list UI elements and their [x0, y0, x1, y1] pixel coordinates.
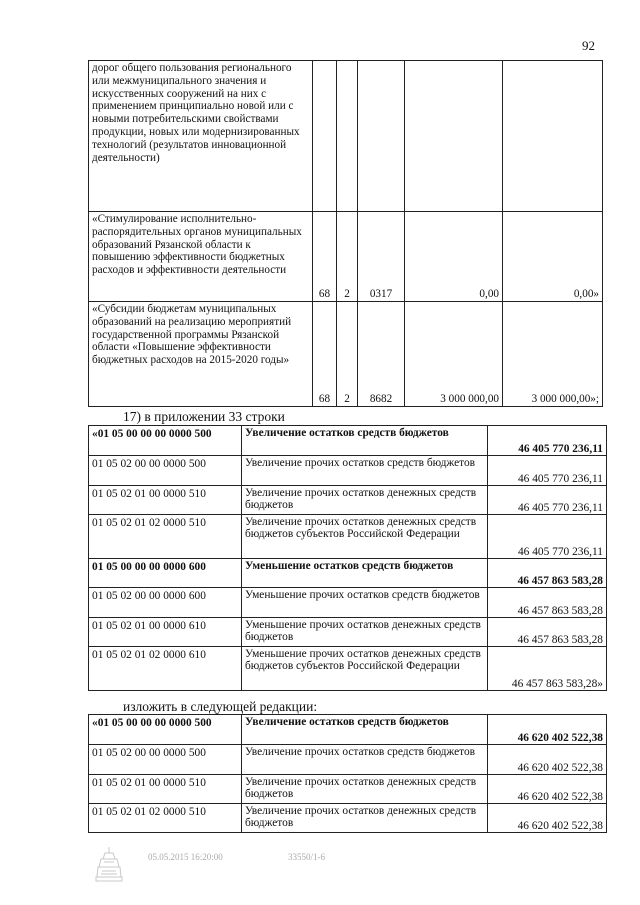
- table-row: [89, 302, 603, 407]
- description: Увеличение прочих остатков денежных средств бюджетов субъектов Российской Федерации: [242, 515, 488, 559]
- budget-code: 01 05 02 01 02 0000 510: [89, 804, 242, 833]
- description: Увеличение прочих остатков денежных средств бюджетов: [242, 775, 488, 804]
- cell-v2: [503, 61, 603, 212]
- table-row: [89, 588, 607, 618]
- budget-code: «01 05 00 00 00 0000 500: [89, 426, 242, 456]
- expenditure-table: [88, 60, 603, 407]
- budget-code: «01 05 00 00 00 0000 500: [89, 715, 242, 745]
- description: Увеличение прочих остатков денежных средств бюджетов: [242, 486, 488, 515]
- document-stamp-icon: [95, 845, 123, 883]
- page-number: 92: [582, 38, 595, 53]
- description: Уменьшение прочих остатков средств бюджетов: [242, 588, 488, 618]
- table-row: [89, 745, 607, 775]
- table-row: [89, 618, 607, 647]
- cell-c2: [337, 61, 358, 212]
- table-row: [89, 426, 607, 456]
- description: Увеличение прочих остатков средств бюджетов: [242, 456, 488, 486]
- description: Уменьшение прочих остатков денежных средств бюджетов: [242, 618, 488, 647]
- amount: 46 620 402 522,38: [488, 745, 607, 775]
- budget-code: 01 05 02 01 02 0000 510: [89, 515, 242, 559]
- budget-code: 01 05 02 00 00 0000 500: [89, 456, 242, 486]
- cell-v2: 0,00»: [503, 212, 603, 302]
- row-name: «Субсидии бюджетам муниципальных образований на реализацию мероприятий государственной программы Рязанской области «Повышение эффективности бюджетных расходов на 2015-2020 годы»: [89, 302, 313, 407]
- section-heading-17: 17) в приложении 33 строки: [123, 409, 285, 424]
- cell-v1: 0,00: [405, 212, 503, 302]
- budget-code: 01 05 02 01 02 0000 610: [89, 647, 242, 691]
- amount: 46 405 770 236,11: [488, 456, 607, 486]
- table-row: [89, 456, 607, 486]
- budget-code: 01 05 02 00 00 0000 500: [89, 745, 242, 775]
- description: Уменьшение остатков средств бюджетов: [242, 559, 488, 588]
- table-row: [89, 515, 607, 559]
- cell-c1: 68: [313, 302, 337, 407]
- table-row: [89, 212, 603, 302]
- section-heading-redaction: изложить в следующей редакции:: [123, 699, 318, 714]
- table-row: [89, 559, 607, 588]
- amount: 46 620 402 522,38: [488, 804, 607, 833]
- budget-code: 01 05 02 01 00 0000 510: [89, 775, 242, 804]
- row-name: «Стимулирование исполнительно-распорядительных органов муниципальных образований Рязанской области к повышению эффективности бюджетных расходов и эффективности деятельности: [89, 212, 313, 302]
- cell-c1: [313, 61, 337, 212]
- cell-c2: 2: [337, 302, 358, 407]
- amount: 46 405 770 236,11: [488, 426, 607, 456]
- cell-c3: [358, 61, 405, 212]
- description: Увеличение остатков средств бюджетов: [242, 715, 488, 745]
- cell-v2: 3 000 000,00»;: [503, 302, 603, 407]
- cell-v1: [405, 61, 503, 212]
- description: Увеличение остатков средств бюджетов: [242, 426, 488, 456]
- footer-timestamp: 05.05.2015 16:20:00: [148, 852, 223, 862]
- row-name: дорог общего пользования регионального или межмуниципального значения и искусственных сооружений на них с применением принципиально новой или с новыми потребительскими свойствами продукции, новых или модернизированных технологий (результатов инновационной деятельности): [89, 61, 313, 212]
- amount: 46 457 863 583,28»: [488, 647, 607, 691]
- description: Уменьшение прочих остатков денежных средств бюджетов субъектов Российской Федерации: [242, 647, 488, 691]
- table-row: [89, 715, 607, 745]
- table-row: [89, 486, 607, 515]
- cell-c1: 68: [313, 212, 337, 302]
- cell-c3: 0317: [358, 212, 405, 302]
- cell-c2: 2: [337, 212, 358, 302]
- budget-code: 01 05 00 00 00 0000 600: [89, 559, 242, 588]
- sources-table-new: [88, 714, 607, 833]
- budget-code: 01 05 02 01 00 0000 610: [89, 618, 242, 647]
- sources-table-old: [88, 425, 607, 691]
- amount: 46 457 863 583,28: [488, 588, 607, 618]
- description: Увеличение прочих остатков денежных средств бюджетов: [242, 804, 488, 833]
- table-row: [89, 775, 607, 804]
- table-row: [89, 804, 607, 833]
- budget-code: 01 05 02 00 00 0000 600: [89, 588, 242, 618]
- footer-doc-id: 33550/1-6: [288, 852, 325, 862]
- amount: 46 620 402 522,38: [488, 715, 607, 745]
- cell-v1: 3 000 000,00: [405, 302, 503, 407]
- cell-c3: 8682: [358, 302, 405, 407]
- table-row: [89, 61, 603, 212]
- budget-code: 01 05 02 01 00 0000 510: [89, 486, 242, 515]
- amount: 46 457 863 583,28: [488, 618, 607, 647]
- table-row: [89, 647, 607, 691]
- amount: 46 405 770 236,11: [488, 515, 607, 559]
- amount: 46 405 770 236,11: [488, 486, 607, 515]
- amount: 46 620 402 522,38: [488, 775, 607, 804]
- description: Увеличение прочих остатков средств бюджетов: [242, 745, 488, 775]
- amount: 46 457 863 583,28: [488, 559, 607, 588]
